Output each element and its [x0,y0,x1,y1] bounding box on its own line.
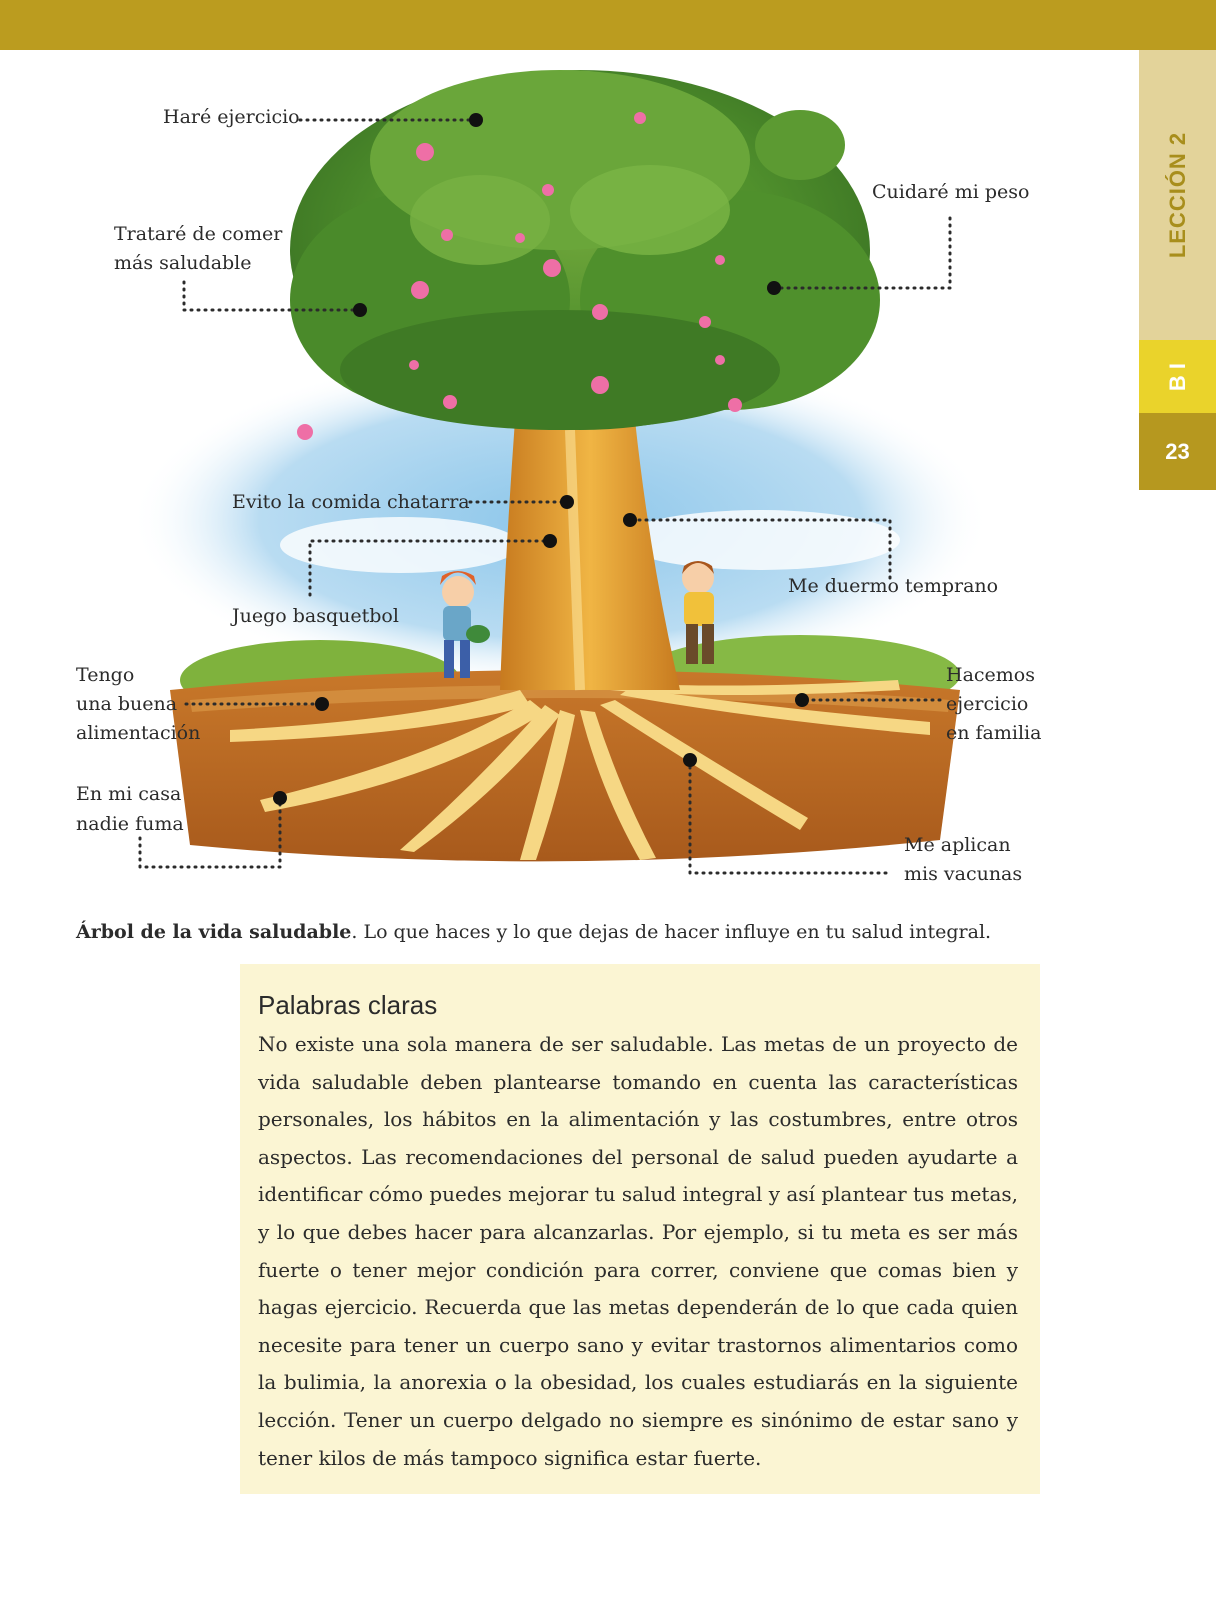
box-text: No existe una sola manera de ser saludable. Las metas de un proyecto de vida saludable deben plantearse tomando en cuenta las características personales, los hábitos en la alimentación y las costumbres, entre otros aspectos. Las recomendaciones del personal de salud pueden ayudarte a identificar cómo puedes mejorar tu salud integral y así plantear tus metas, y lo que debes hacer para alcanzarlas. Por ejemplo, si tu meta es ser más fuerte o tener mejor condición para correr, conviene que comas bien y hagas ejercicio. Recuerda que las metas dependerán de lo que cada quien necesite para tener un cuerpo sano y evitar trastornos alimentarios como la bulimia, la anorexia o la obesidad, los cuales estudiarás en la siguiente lección. Tener un cuerpo delgado no siempre es sinónimo de estar sano y tener kilos de más tampoco significa estar fuerte. [258,1032,1018,1470]
label-comida-chatarra: Evito la comida chatarra [232,491,470,513]
label-cuidare-peso: Cuidaré mi peso [872,181,1030,203]
label-duermo-temprano: Me duermo temprano [788,575,999,597]
label-comer-saludable-line1: Trataré de comer [114,223,283,245]
label-ejercicio-familia-line1: Hacemos [946,664,1035,686]
block-label: B I [1164,362,1190,391]
label-alimentacion-line3: alimentación [76,722,201,744]
label-ejercicio-familia-line2: ejercicio [946,693,1029,715]
top-color-bar [0,0,1216,50]
label-hare-ejercicio: Haré ejercicio [163,106,300,128]
label-nadie-fuma-line2: nadie fuma [76,813,184,835]
label-vacunas-line2: mis vacunas [904,863,1023,885]
lesson-label: LECCIÓN 2 [1164,131,1190,259]
block-tab [1139,340,1216,413]
box-title: Palabras claras [258,990,438,1020]
lesson-tab [1139,50,1216,340]
label-ejercicio-familia-line3: en familia [946,722,1042,744]
label-alimentacion-line1: Tengo [76,664,135,686]
caption-title: Árbol de la vida saludable [76,921,352,943]
label-nadie-fuma-line1: En mi casa [76,783,182,805]
label-alimentacion-line2: una buena [76,693,178,715]
page-number-tab [1139,413,1216,490]
palabras-claras-box [240,964,1040,1494]
figure-caption [76,918,1076,946]
label-basquetbol: Juego basquetbol [232,605,399,627]
caption-text: . Lo que haces y lo que dejas de hacer influye en tu salud integral. [351,921,992,943]
label-vacunas-line1: Me aplican [904,834,1011,856]
page-number: 23 [1165,439,1190,464]
boy-figure [682,561,714,664]
label-comer-saludable-line2: más saludable [114,252,252,274]
tree-foliage [290,70,880,430]
